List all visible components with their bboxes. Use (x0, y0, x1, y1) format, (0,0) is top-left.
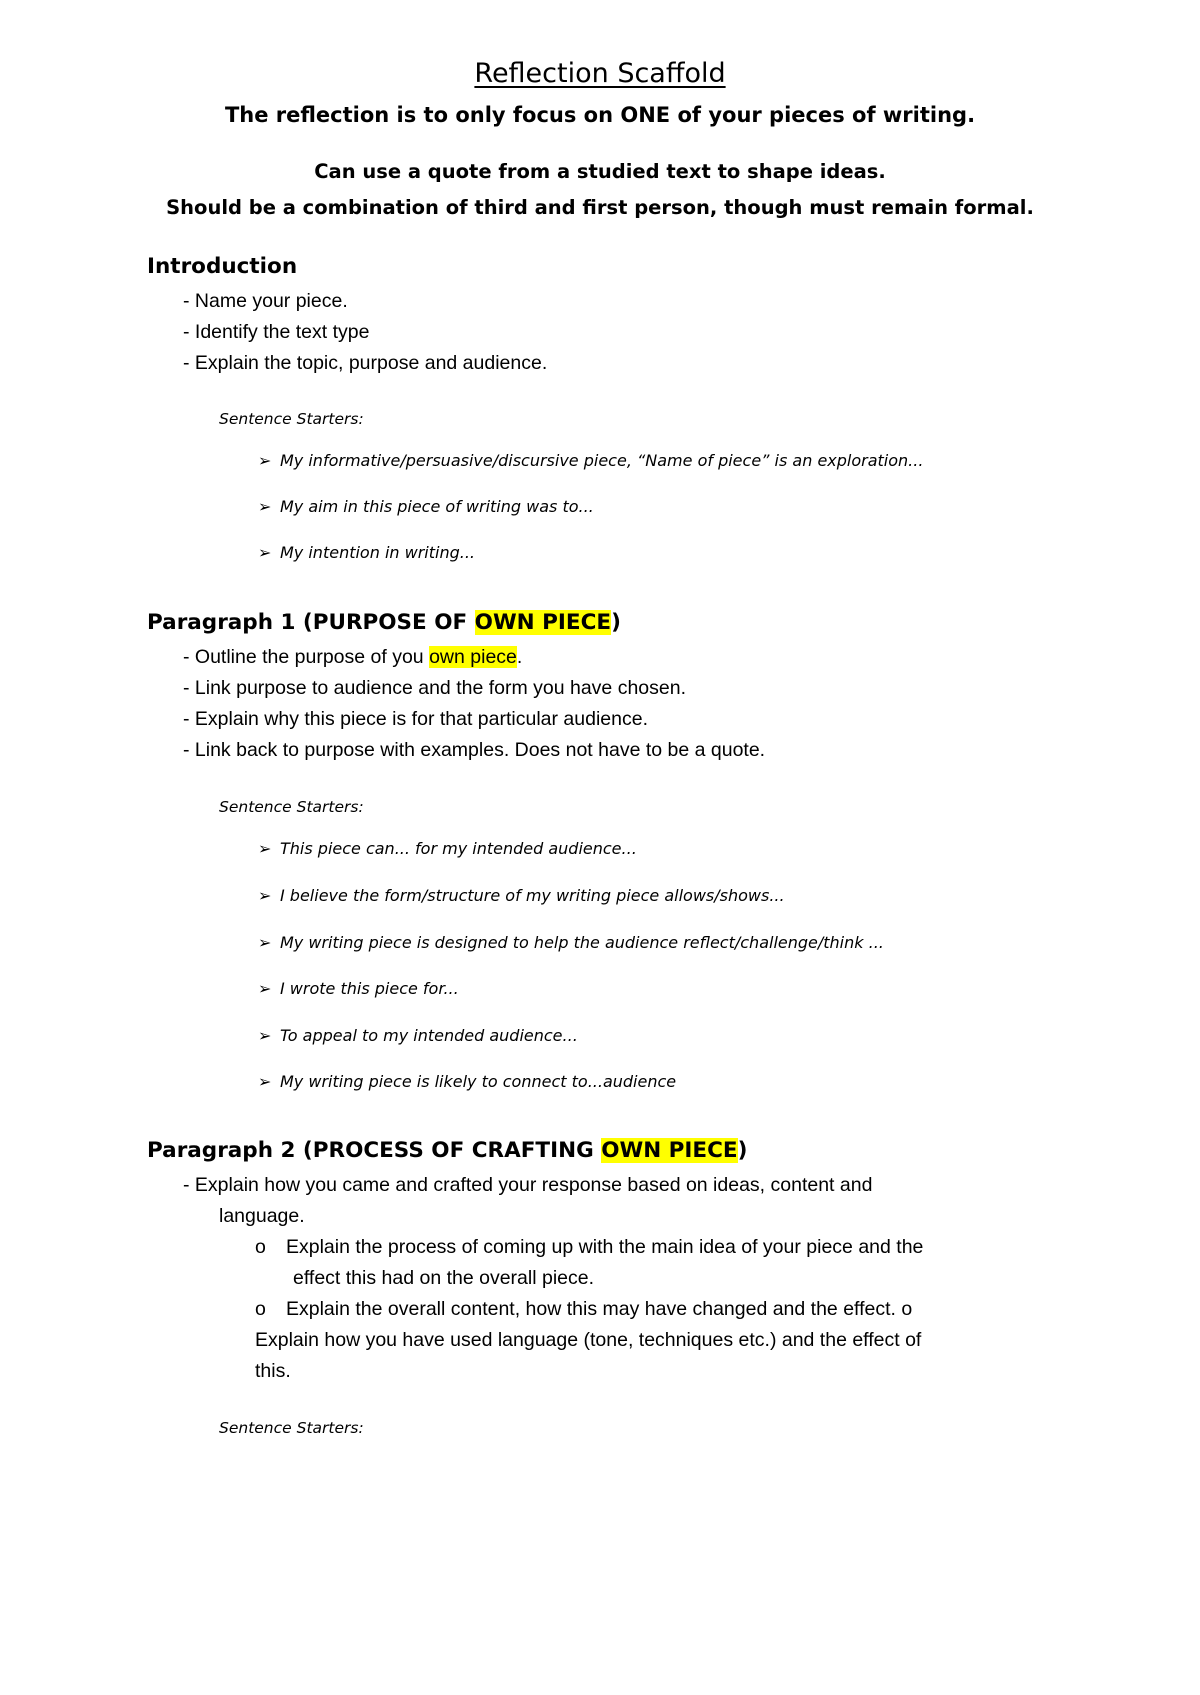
sentence-starter-text: I believe the form/structure of my writing piece allows/shows... (280, 886, 785, 905)
sentence-starter (258, 543, 475, 562)
paragraph-2-bullet: - Explain how you came and crafted your response based on ideas, content and (183, 1174, 873, 1196)
sub-bullet-text: effect this had on the overall piece. (293, 1267, 595, 1289)
sentence-starter-text: I wrote this piece for... (280, 979, 459, 998)
sub-bullet-text: Explain the overall content, how this may have changed and the effect. o (286, 1298, 913, 1320)
intro-bullet: - Name your piece. (183, 290, 348, 312)
arrow-bullet-icon: ➢ (258, 1026, 272, 1045)
sub-bullet-text: Explain how you have used language (tone, techniques etc.) and the effect of (255, 1329, 922, 1351)
sentence-starter (258, 1026, 578, 1045)
intro-bullet: - Explain the topic, purpose and audience. (183, 352, 548, 374)
paragraph-1-bullet: - Explain why this piece is for that particular audience. (183, 708, 648, 730)
sentence-starter-text: My intention in writing... (280, 543, 475, 562)
highlight: OWN PIECE (601, 1138, 738, 1163)
paragraph-1-heading: Paragraph 1 (PURPOSE OF OWN PIECE) (147, 610, 621, 635)
document-title: Reflection Scaffold (474, 58, 726, 89)
paragraph-2-heading: Paragraph 2 (PROCESS OF CRAFTING OWN PIECE) (147, 1138, 748, 1163)
sentence-starters-label: Sentence Starters: (219, 1419, 364, 1437)
sentence-starter (258, 839, 637, 858)
sentence-starters-label: Sentence Starters: (219, 410, 364, 428)
document-subtitle: The reflection is to only focus on ONE of your pieces of writing. (224, 103, 976, 127)
intro-heading: Introduction (147, 254, 298, 279)
sub-bullet-text: this. (255, 1360, 291, 1382)
sentence-starter-text: My informative/persuasive/discursive piece, “Name of piece” is an exploration... (280, 451, 924, 470)
sentence-starter-text: My writing piece is likely to connect to...audience (280, 1072, 677, 1091)
sentence-starter-text: My aim in this piece of writing was to... (280, 497, 594, 516)
arrow-bullet-icon: ➢ (258, 839, 272, 858)
arrow-bullet-icon: ➢ (258, 497, 272, 516)
arrow-bullet-icon: ➢ (258, 886, 272, 905)
paragraph-1-bullet: - Link back to purpose with examples. Does not have to be a quote. (183, 739, 766, 761)
sub-bullet-text: Explain the process of coming up with the main idea of your piece and the (286, 1236, 924, 1258)
sentence-starter (258, 886, 785, 905)
sentence-starter-text: This piece can... for my intended audience... (280, 839, 637, 858)
arrow-bullet-icon: ➢ (258, 451, 272, 470)
sentence-starter (258, 451, 923, 470)
sentence-starter (258, 1072, 676, 1091)
sub-bullet-marker: o (255, 1298, 266, 1320)
highlight: own piece (429, 646, 517, 668)
intro-bullet: - Identify the text type (183, 321, 370, 343)
sentence-starter-text: To appeal to my intended audience... (280, 1026, 578, 1045)
paragraph-2-bullet-continuation: language. (219, 1205, 305, 1227)
paragraph-1-bullet: - Outline the purpose of you own piece. (183, 646, 523, 668)
paragraph-1-bullet: - Link purpose to audience and the form you have chosen. (183, 677, 686, 699)
sentence-starter (258, 933, 884, 952)
sentence-starters-label: Sentence Starters: (219, 798, 364, 816)
highlight: OWN PIECE (474, 610, 612, 635)
note-quote: Can use a quote from a studied text to shape ideas. (314, 160, 886, 183)
note-person: Should be a combination of third and first person, though must remain formal. (166, 196, 1034, 219)
sentence-starter (258, 497, 594, 516)
sentence-starter (258, 979, 459, 998)
arrow-bullet-icon: ➢ (258, 979, 272, 998)
sub-bullet-marker: o (255, 1236, 266, 1258)
arrow-bullet-icon: ➢ (258, 933, 272, 952)
sentence-starter-text: My writing piece is designed to help the audience reflect/challenge/think ... (280, 933, 884, 952)
arrow-bullet-icon: ➢ (258, 543, 272, 562)
arrow-bullet-icon: ➢ (258, 1072, 272, 1091)
